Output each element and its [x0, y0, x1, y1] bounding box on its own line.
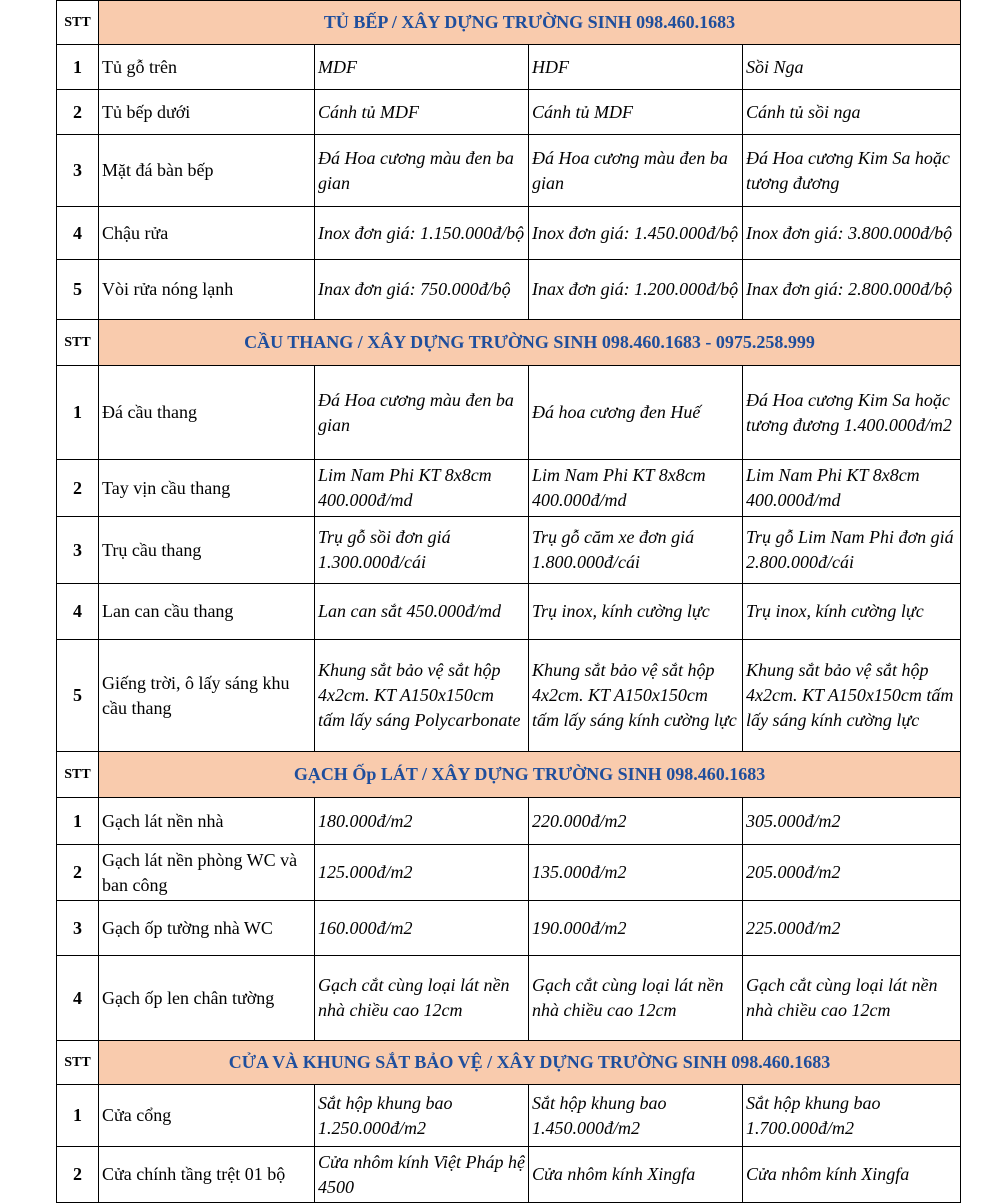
- option-b: Lim Nam Phi KT 8x8cm 400.000đ/md: [529, 460, 743, 517]
- section-title: CẦU THANG / XÂY DỰNG TRƯỜNG SINH 098.460.1683 - 0975.258.999: [99, 320, 961, 366]
- option-b: Đá Hoa cương màu đen ba gian: [529, 135, 743, 207]
- item-name: Vòi rửa nóng lạnh: [99, 260, 315, 320]
- item-name: Cửa chính tầng trệt 01 bộ: [99, 1147, 315, 1203]
- item-name: Giếng trời, ô lấy sáng khu cầu thang: [99, 640, 315, 752]
- option-c: Trụ inox, kính cường lực: [743, 584, 961, 640]
- option-b: Gạch cắt cùng loại lát nền nhà chiều cao 12cm: [529, 956, 743, 1041]
- option-c: Sồi Nga: [743, 45, 961, 90]
- option-a: 125.000đ/m2: [315, 845, 529, 901]
- row-number: 5: [57, 260, 99, 320]
- option-a: Inox đơn giá: 1.150.000đ/bộ: [315, 207, 529, 260]
- table-row: [57, 517, 961, 584]
- table-row: [57, 207, 961, 260]
- option-c: Trụ gỗ Lim Nam Phi đơn giá 2.800.000đ/cái: [743, 517, 961, 584]
- option-a: Lim Nam Phi KT 8x8cm 400.000đ/md: [315, 460, 529, 517]
- option-c: 305.000đ/m2: [743, 798, 961, 845]
- section-header-row: [57, 320, 961, 366]
- section-title: GẠCH Ốp LÁT / XÂY DỰNG TRƯỜNG SINH 098.460.1683: [99, 752, 961, 798]
- option-b: Cửa nhôm kính Xingfa: [529, 1147, 743, 1203]
- option-b: HDF: [529, 45, 743, 90]
- option-c: Inox đơn giá: 3.800.000đ/bộ: [743, 207, 961, 260]
- item-name: Gạch lát nền nhà: [99, 798, 315, 845]
- row-number: 1: [57, 798, 99, 845]
- option-c: Khung sắt bảo vệ sắt hộp 4x2cm. KT A150x150cm tấm lấy sáng kính cường lực: [743, 640, 961, 752]
- row-number: 5: [57, 640, 99, 752]
- row-number: 2: [57, 90, 99, 135]
- item-name: Tủ gỗ trên: [99, 45, 315, 90]
- table-row: [57, 260, 961, 320]
- section-header-row: [57, 1, 961, 45]
- option-a: Cửa nhôm kính Việt Pháp hệ 4500: [315, 1147, 529, 1203]
- option-a: Đá Hoa cương màu đen ba gian: [315, 135, 529, 207]
- item-name: Tay vịn cầu thang: [99, 460, 315, 517]
- table-row: [57, 1085, 961, 1147]
- table-row: [57, 135, 961, 207]
- price-table: [56, 0, 961, 1203]
- item-name: Lan can cầu thang: [99, 584, 315, 640]
- option-a: Đá Hoa cương màu đen ba gian: [315, 366, 529, 460]
- table-row: [57, 90, 961, 135]
- row-number: 4: [57, 584, 99, 640]
- table-row: [57, 901, 961, 956]
- row-number: 1: [57, 366, 99, 460]
- option-c: Lim Nam Phi KT 8x8cm 400.000đ/md: [743, 460, 961, 517]
- row-number: 3: [57, 901, 99, 956]
- section-header-row: [57, 1041, 961, 1085]
- option-b: 190.000đ/m2: [529, 901, 743, 956]
- row-number: 2: [57, 1147, 99, 1203]
- option-b: Sắt hộp khung bao 1.450.000đ/m2: [529, 1085, 743, 1147]
- option-c: Gạch cắt cùng loại lát nền nhà chiều cao 12cm: [743, 956, 961, 1041]
- option-c: Đá Hoa cương Kim Sa hoặc tương đương 1.400.000đ/m2: [743, 366, 961, 460]
- row-number: 2: [57, 845, 99, 901]
- option-a: Gạch cắt cùng loại lát nền nhà chiều cao 12cm: [315, 956, 529, 1041]
- stt-header: STT: [57, 320, 99, 366]
- option-a: Inax đơn giá: 750.000đ/bộ: [315, 260, 529, 320]
- section-title: CỬA VÀ KHUNG SẮT BẢO VỆ / XÂY DỰNG TRƯỜNG SINH 098.460.1683: [99, 1041, 961, 1085]
- option-b: 135.000đ/m2: [529, 845, 743, 901]
- option-b: Khung sắt bảo vệ sắt hộp 4x2cm. KT A150x150cm tấm lấy sáng kính cường lực: [529, 640, 743, 752]
- option-a: Sắt hộp khung bao 1.250.000đ/m2: [315, 1085, 529, 1147]
- stt-header: STT: [57, 752, 99, 798]
- item-name: Đá cầu thang: [99, 366, 315, 460]
- row-number: 2: [57, 460, 99, 517]
- option-c: Inax đơn giá: 2.800.000đ/bộ: [743, 260, 961, 320]
- option-c: 205.000đ/m2: [743, 845, 961, 901]
- item-name: Mặt đá bàn bếp: [99, 135, 315, 207]
- option-b: Inax đơn giá: 1.200.000đ/bộ: [529, 260, 743, 320]
- option-a: Trụ gỗ sồi đơn giá 1.300.000đ/cái: [315, 517, 529, 584]
- option-a: 160.000đ/m2: [315, 901, 529, 956]
- row-number: 4: [57, 207, 99, 260]
- option-b: Trụ gỗ căm xe đơn giá 1.800.000đ/cái: [529, 517, 743, 584]
- row-number: 3: [57, 517, 99, 584]
- item-name: Gạch ốp tường nhà WC: [99, 901, 315, 956]
- row-number: 1: [57, 45, 99, 90]
- table-row: [57, 956, 961, 1041]
- option-c: Cánh tủ sồi nga: [743, 90, 961, 135]
- option-b: 220.000đ/m2: [529, 798, 743, 845]
- option-c: Đá Hoa cương Kim Sa hoặc tương đương: [743, 135, 961, 207]
- row-number: 1: [57, 1085, 99, 1147]
- option-c: Sắt hộp khung bao 1.700.000đ/m2: [743, 1085, 961, 1147]
- table-row: [57, 798, 961, 845]
- row-number: 3: [57, 135, 99, 207]
- table-row: [57, 1147, 961, 1203]
- item-name: Cửa cổng: [99, 1085, 315, 1147]
- table-row: [57, 640, 961, 752]
- item-name: Trụ cầu thang: [99, 517, 315, 584]
- stt-header: STT: [57, 1041, 99, 1085]
- option-a: Khung sắt bảo vệ sắt hộp 4x2cm. KT A150x150cm tấm lấy sáng Polycarbonate: [315, 640, 529, 752]
- section-header-row: [57, 752, 961, 798]
- table-row: [57, 366, 961, 460]
- option-c: 225.000đ/m2: [743, 901, 961, 956]
- section-title: TỦ BẾP / XÂY DỰNG TRƯỜNG SINH 098.460.1683: [99, 1, 961, 45]
- option-c: Cửa nhôm kính Xingfa: [743, 1147, 961, 1203]
- item-name: Chậu rửa: [99, 207, 315, 260]
- row-number: 4: [57, 956, 99, 1041]
- option-a: 180.000đ/m2: [315, 798, 529, 845]
- table-row: [57, 460, 961, 517]
- option-a: Lan can sắt 450.000đ/md: [315, 584, 529, 640]
- table-row: [57, 45, 961, 90]
- table-row: [57, 845, 961, 901]
- item-name: Tủ bếp dưới: [99, 90, 315, 135]
- option-b: Đá hoa cương đen Huế: [529, 366, 743, 460]
- option-a: Cánh tủ MDF: [315, 90, 529, 135]
- item-name: Gạch lát nền phòng WC và ban công: [99, 845, 315, 901]
- option-b: Inox đơn giá: 1.450.000đ/bộ: [529, 207, 743, 260]
- option-b: Trụ inox, kính cường lực: [529, 584, 743, 640]
- item-name: Gạch ốp len chân tường: [99, 956, 315, 1041]
- option-a: MDF: [315, 45, 529, 90]
- stt-header: STT: [57, 1, 99, 45]
- option-b: Cánh tủ MDF: [529, 90, 743, 135]
- table-row: [57, 584, 961, 640]
